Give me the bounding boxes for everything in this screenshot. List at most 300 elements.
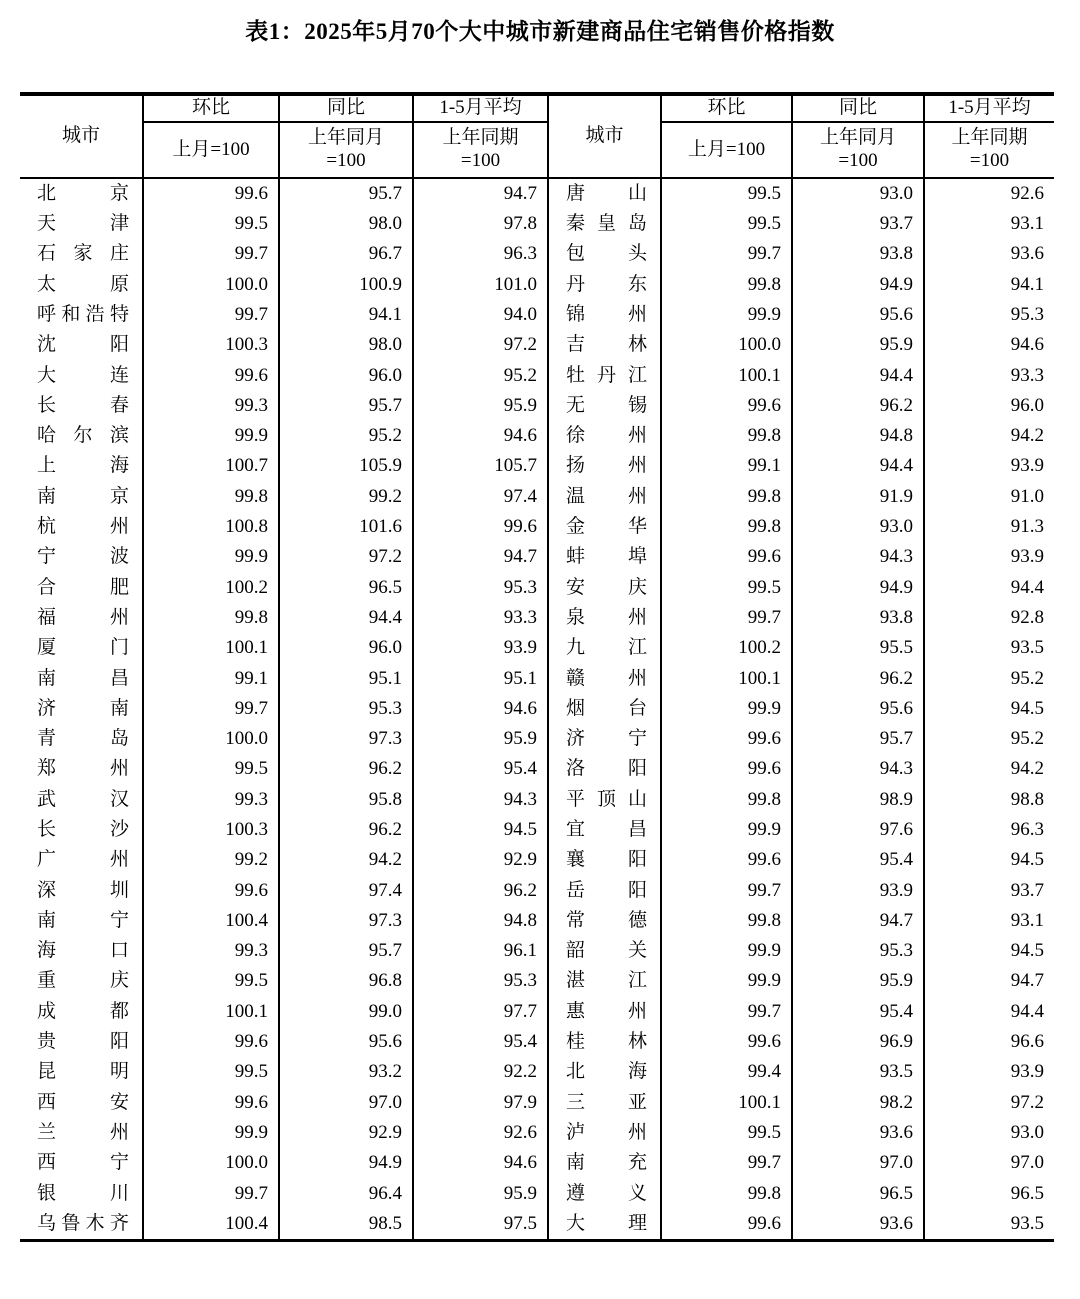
mom-value: 100.1 [143, 997, 279, 1027]
avg-value: 105.7 [413, 452, 548, 482]
mom-value: 99.5 [143, 209, 279, 239]
city-name [548, 633, 661, 663]
mom-value: 99.6 [661, 1209, 792, 1241]
mom-value: 99.8 [661, 1179, 792, 1209]
yoy-value: 93.9 [792, 876, 924, 906]
city-name [548, 906, 661, 936]
city-name [20, 573, 143, 603]
city-name-char: 丹 [596, 364, 616, 386]
city-name-char: 吉 [566, 334, 586, 356]
city-name [548, 391, 661, 421]
city-name [548, 361, 661, 391]
yoy-value: 94.1 [279, 300, 413, 330]
yoy-value: 96.5 [279, 573, 413, 603]
yoy-value: 93.8 [792, 240, 924, 270]
city-name [20, 482, 143, 512]
city-name-char: 福 [37, 606, 57, 628]
mom-value: 99.6 [143, 178, 279, 209]
table-row [20, 1209, 1054, 1241]
city-name-char: 州 [627, 303, 647, 325]
city-name-char: 合 [37, 576, 57, 598]
city-name-char: 遵 [566, 1182, 586, 1204]
avg-value: 94.0 [413, 300, 548, 330]
mom-value: 99.6 [143, 361, 279, 391]
city-name [20, 178, 143, 209]
city-name-char: 南 [566, 1152, 586, 1174]
avg-value: 94.6 [413, 694, 548, 724]
column-header-avg-right: 1-5月平均 [924, 94, 1054, 122]
avg-value: 97.4 [413, 482, 548, 512]
city-name-char: 木 [85, 1212, 105, 1234]
table-row [20, 633, 1054, 663]
city-name-char: 林 [627, 334, 647, 356]
table-row [20, 724, 1054, 754]
city-name-char: 埠 [627, 546, 647, 568]
table-row [20, 846, 1054, 876]
city-name [20, 330, 143, 360]
city-name-char: 郑 [37, 758, 57, 780]
avg-value: 95.4 [413, 755, 548, 785]
city-name [20, 391, 143, 421]
mom-value: 99.8 [661, 482, 792, 512]
avg-value: 95.9 [413, 724, 548, 754]
avg-value: 91.0 [924, 482, 1054, 512]
yoy-value: 98.0 [279, 330, 413, 360]
city-name [548, 512, 661, 542]
mom-value: 99.7 [143, 694, 279, 724]
city-name-char: 西 [37, 1152, 57, 1174]
yoy-value: 95.7 [792, 724, 924, 754]
table-row [20, 240, 1054, 270]
city-name [20, 1179, 143, 1209]
column-header-mom-right: 环比 [661, 94, 792, 122]
city-name-char: 昆 [37, 1061, 57, 1083]
mom-value: 100.8 [143, 512, 279, 542]
yoy-value: 96.8 [279, 967, 413, 997]
city-name-char: 昌 [109, 667, 129, 689]
mom-value: 100.7 [143, 452, 279, 482]
yoy-value: 99.2 [279, 482, 413, 512]
mom-value: 99.5 [661, 209, 792, 239]
city-name [20, 270, 143, 300]
city-name [548, 300, 661, 330]
city-name-char: 烟 [566, 697, 586, 719]
table-row [20, 512, 1054, 542]
city-name [548, 967, 661, 997]
yoy-value: 97.6 [792, 815, 924, 845]
yoy-value: 94.9 [792, 270, 924, 300]
city-name-char: 南 [37, 667, 57, 689]
column-header-yoy-right: 同比 [792, 94, 924, 122]
avg-value: 93.9 [924, 452, 1054, 482]
avg-value: 94.8 [413, 906, 548, 936]
yoy-value: 95.4 [792, 997, 924, 1027]
mom-value: 100.1 [661, 664, 792, 694]
avg-value: 94.5 [924, 694, 1054, 724]
city-name-char: 平 [566, 788, 586, 810]
yoy-value: 98.9 [792, 785, 924, 815]
mom-value: 99.5 [661, 178, 792, 209]
header-row-bases [20, 122, 1054, 178]
yoy-value: 93.6 [792, 1118, 924, 1148]
city-name-char: 南 [109, 697, 129, 719]
city-name-char: 南 [37, 485, 57, 507]
column-header-city-right: 城市 [548, 94, 661, 178]
column-header-mom-left: 环比 [143, 94, 279, 122]
avg-value: 95.2 [924, 664, 1054, 694]
city-name [548, 178, 661, 209]
mom-value: 100.0 [661, 330, 792, 360]
city-name-char: 上 [37, 455, 57, 477]
city-name-char: 泉 [566, 606, 586, 628]
city-name-char: 扬 [566, 455, 586, 477]
city-name-char: 桂 [566, 1031, 586, 1053]
city-name-char: 华 [627, 516, 647, 538]
city-name-char: 东 [627, 273, 647, 295]
avg-value: 94.5 [924, 846, 1054, 876]
yoy-value: 94.4 [792, 361, 924, 391]
city-name [20, 755, 143, 785]
yoy-value: 96.2 [279, 755, 413, 785]
city-name-char: 庆 [627, 576, 647, 598]
yoy-value: 98.0 [279, 209, 413, 239]
city-name-char: 州 [109, 516, 129, 538]
city-name [20, 361, 143, 391]
mom-value: 100.4 [143, 1209, 279, 1241]
table-row [20, 421, 1054, 451]
avg-value: 97.0 [924, 1149, 1054, 1179]
yoy-value: 97.2 [279, 543, 413, 573]
city-name-char: 长 [37, 394, 57, 416]
mom-value: 99.6 [661, 1027, 792, 1057]
city-name [548, 936, 661, 966]
city-name [20, 967, 143, 997]
table-row [20, 452, 1054, 482]
city-name-char: 鲁 [61, 1212, 81, 1234]
avg-value: 96.0 [924, 391, 1054, 421]
city-name-char: 宁 [109, 1152, 129, 1174]
mom-value: 99.5 [661, 573, 792, 603]
city-name-char: 阳 [627, 758, 647, 780]
city-name [548, 755, 661, 785]
city-name [548, 1149, 661, 1179]
mom-value: 100.0 [143, 1149, 279, 1179]
yoy-value: 96.0 [279, 361, 413, 391]
avg-value: 93.1 [924, 209, 1054, 239]
table-row [20, 967, 1054, 997]
avg-value: 94.3 [413, 785, 548, 815]
yoy-value: 96.5 [792, 1179, 924, 1209]
table-row [20, 603, 1054, 633]
mom-value: 99.8 [661, 906, 792, 936]
avg-value: 93.7 [924, 876, 1054, 906]
city-name [548, 543, 661, 573]
avg-value: 94.7 [924, 967, 1054, 997]
city-name [548, 1088, 661, 1118]
table-row [20, 936, 1054, 966]
avg-value: 97.9 [413, 1088, 548, 1118]
mom-value: 99.8 [661, 270, 792, 300]
avg-value: 94.2 [924, 421, 1054, 451]
mom-value: 99.7 [661, 1149, 792, 1179]
city-name-char: 锦 [566, 303, 586, 325]
avg-value: 93.0 [924, 1118, 1054, 1148]
yoy-value: 98.2 [792, 1088, 924, 1118]
city-name [20, 240, 143, 270]
city-name-char: 海 [627, 1061, 647, 1083]
city-name [548, 330, 661, 360]
mom-value: 99.7 [143, 240, 279, 270]
yoy-value: 97.4 [279, 876, 413, 906]
city-name-char: 常 [566, 909, 586, 931]
yoy-value: 99.0 [279, 997, 413, 1027]
yoy-value: 93.2 [279, 1058, 413, 1088]
city-name-char: 沙 [109, 818, 129, 840]
avg-value: 92.8 [924, 603, 1054, 633]
city-name-char: 州 [627, 1121, 647, 1143]
city-name [20, 603, 143, 633]
avg-value: 97.5 [413, 1209, 548, 1241]
city-name-char: 大 [37, 364, 57, 386]
avg-value: 95.9 [413, 1179, 548, 1209]
city-name-char: 安 [566, 576, 586, 598]
yoy-value: 101.6 [279, 512, 413, 542]
avg-value: 94.5 [924, 936, 1054, 966]
table-row [20, 997, 1054, 1027]
avg-value: 93.1 [924, 906, 1054, 936]
city-name-char: 温 [566, 485, 586, 507]
city-name-char: 州 [109, 606, 129, 628]
mom-value: 99.8 [661, 421, 792, 451]
city-name-char: 关 [627, 940, 647, 962]
city-name [548, 876, 661, 906]
city-name-char: 岛 [627, 213, 647, 235]
city-name-char: 成 [37, 1000, 57, 1022]
avg-value: 99.6 [413, 512, 548, 542]
yoy-value: 97.3 [279, 724, 413, 754]
city-name-char: 原 [109, 273, 129, 295]
city-name-char: 齐 [109, 1212, 129, 1234]
city-name [548, 815, 661, 845]
table-row [20, 330, 1054, 360]
city-name [20, 694, 143, 724]
avg-value: 92.6 [413, 1118, 548, 1148]
city-name [548, 694, 661, 724]
mom-value: 99.6 [143, 876, 279, 906]
city-name-char: 唐 [566, 182, 586, 204]
mom-value: 99.5 [143, 755, 279, 785]
city-name-char: 杭 [37, 516, 57, 538]
city-name-char: 广 [37, 849, 57, 871]
mom-value: 99.6 [143, 1027, 279, 1057]
city-name [548, 270, 661, 300]
mom-value: 99.6 [661, 846, 792, 876]
city-name-char: 家 [73, 243, 93, 265]
city-name [548, 785, 661, 815]
mom-value: 100.3 [143, 815, 279, 845]
yoy-value: 93.0 [792, 512, 924, 542]
city-name [548, 1179, 661, 1209]
mom-value: 99.8 [143, 482, 279, 512]
city-name [548, 1058, 661, 1088]
city-name-char: 庄 [109, 243, 129, 265]
city-name-char: 北 [566, 1061, 586, 1083]
city-name-char: 理 [627, 1212, 647, 1234]
mom-value: 99.9 [143, 421, 279, 451]
avg-value: 94.6 [413, 1149, 548, 1179]
avg-value: 94.4 [924, 573, 1054, 603]
city-name-char: 皇 [596, 213, 616, 235]
city-name [20, 876, 143, 906]
avg-value: 95.3 [924, 300, 1054, 330]
city-name-char: 亚 [627, 1091, 647, 1113]
mom-value: 100.0 [143, 724, 279, 754]
yoy-value: 95.7 [279, 391, 413, 421]
city-name-char: 宁 [109, 909, 129, 931]
mom-value: 99.6 [661, 543, 792, 573]
city-name-char: 口 [109, 940, 129, 962]
city-name-char: 海 [37, 940, 57, 962]
mom-value: 100.1 [661, 1088, 792, 1118]
yoy-value: 95.4 [792, 846, 924, 876]
mom-value: 99.9 [143, 543, 279, 573]
city-name-char: 顶 [596, 788, 616, 810]
table-row [20, 270, 1054, 300]
avg-value: 92.9 [413, 846, 548, 876]
city-name [20, 846, 143, 876]
city-name [20, 664, 143, 694]
avg-value: 96.5 [924, 1179, 1054, 1209]
city-name [20, 785, 143, 815]
city-name [548, 482, 661, 512]
mom-value: 100.0 [143, 270, 279, 300]
city-name-char: 州 [627, 425, 647, 447]
table-row [20, 694, 1054, 724]
city-name [20, 1209, 143, 1241]
base-header-avg-right: 上年同期 =100 [924, 122, 1054, 178]
city-name-char: 赣 [566, 667, 586, 689]
yoy-value: 96.9 [792, 1027, 924, 1057]
city-name-char: 阳 [627, 849, 647, 871]
city-name-char: 充 [627, 1152, 647, 1174]
avg-value: 93.9 [413, 633, 548, 663]
avg-value: 97.2 [413, 330, 548, 360]
yoy-value: 94.3 [792, 543, 924, 573]
city-name-char: 厦 [37, 637, 57, 659]
city-name-char: 石 [37, 243, 57, 265]
avg-value: 97.2 [924, 1088, 1054, 1118]
yoy-value: 96.0 [279, 633, 413, 663]
city-name-char: 惠 [566, 1000, 586, 1022]
mom-value: 100.1 [661, 361, 792, 391]
city-name-char: 济 [566, 728, 586, 750]
avg-value: 92.6 [924, 178, 1054, 209]
city-name [548, 664, 661, 694]
mom-value: 99.7 [661, 603, 792, 633]
yoy-value: 95.3 [792, 936, 924, 966]
mom-value: 99.9 [661, 967, 792, 997]
price-index-table [20, 92, 1054, 1242]
city-name [20, 815, 143, 845]
mom-value: 99.8 [143, 603, 279, 633]
city-name-char: 哈 [37, 425, 57, 447]
city-name-char: 牡 [566, 364, 586, 386]
mom-value: 100.2 [143, 573, 279, 603]
city-name [20, 1058, 143, 1088]
city-name-char: 江 [627, 364, 647, 386]
mom-value: 99.5 [661, 1118, 792, 1148]
table-row [20, 1088, 1054, 1118]
mom-value: 99.9 [661, 936, 792, 966]
header-row-groups [20, 94, 1054, 122]
avg-value: 95.3 [413, 967, 548, 997]
table-row [20, 664, 1054, 694]
city-name [548, 724, 661, 754]
mom-value: 99.9 [661, 694, 792, 724]
city-name-char: 天 [37, 213, 57, 235]
mom-value: 100.1 [143, 633, 279, 663]
city-name [20, 300, 143, 330]
table-header [20, 94, 1054, 178]
city-name-char: 九 [566, 637, 586, 659]
yoy-value: 92.9 [279, 1118, 413, 1148]
city-name-char: 太 [37, 273, 57, 295]
table-row [20, 391, 1054, 421]
city-name-char: 春 [109, 394, 129, 416]
city-name-char: 滨 [109, 425, 129, 447]
city-name [20, 543, 143, 573]
city-name [548, 603, 661, 633]
city-name-char: 岳 [566, 879, 586, 901]
yoy-value: 96.7 [279, 240, 413, 270]
table-row [20, 1027, 1054, 1057]
city-name-char: 州 [109, 849, 129, 871]
city-name-char: 京 [109, 485, 129, 507]
mom-value: 99.1 [661, 452, 792, 482]
yoy-value: 95.6 [279, 1027, 413, 1057]
city-name-char: 山 [627, 182, 647, 204]
mom-value: 99.7 [661, 997, 792, 1027]
city-name-char: 津 [109, 213, 129, 235]
avg-value: 95.3 [413, 573, 548, 603]
city-name-char: 包 [566, 243, 586, 265]
city-name [20, 1088, 143, 1118]
city-name [548, 209, 661, 239]
city-name-char: 州 [109, 758, 129, 780]
avg-value: 93.9 [924, 1058, 1054, 1088]
mom-value: 99.7 [143, 300, 279, 330]
city-name-char: 林 [627, 1031, 647, 1053]
table-row [20, 209, 1054, 239]
column-header-avg-left: 1-5月平均 [413, 94, 548, 122]
avg-value: 97.7 [413, 997, 548, 1027]
yoy-value: 96.2 [792, 664, 924, 694]
city-name-char: 南 [37, 909, 57, 931]
base-header-yoy-right: 上年同月 =100 [792, 122, 924, 178]
yoy-value: 95.6 [792, 300, 924, 330]
avg-value: 94.1 [924, 270, 1054, 300]
yoy-value: 105.9 [279, 452, 413, 482]
yoy-value: 95.3 [279, 694, 413, 724]
mom-value: 99.6 [661, 391, 792, 421]
city-name [548, 452, 661, 482]
city-name-char: 岛 [109, 728, 129, 750]
yoy-value: 100.9 [279, 270, 413, 300]
city-name-char: 呼 [37, 303, 57, 325]
table-row [20, 573, 1054, 603]
city-name-char: 州 [627, 455, 647, 477]
mom-value: 99.9 [661, 300, 792, 330]
